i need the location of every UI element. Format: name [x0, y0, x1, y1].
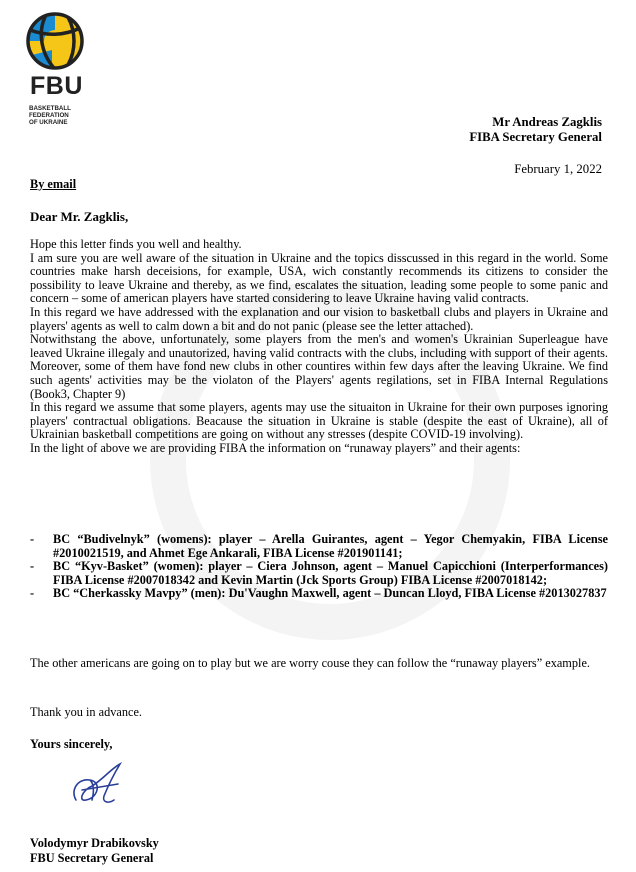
paragraph: In the light of above we are providing FIBA the information on “runaway players” and their agents:	[30, 440, 521, 455]
logo-line: FEDERATION	[29, 112, 69, 119]
by-email-label: By email	[30, 177, 77, 191]
list-dash: -	[30, 586, 35, 601]
thanks-line: Thank you in advance.	[30, 705, 142, 719]
list-item-text: BC “Kyv-Basket” (women): player – Ciera Johnson, agent – Manuel Capicchioni (Interperformances) FIBA License #2007018342 and Kevin Martin (Jck Sports Group) FIBA License #2007018142;	[53, 559, 608, 587]
recipient-title: FIBA Secretary General	[469, 130, 602, 144]
runaway-players-list	[30, 533, 608, 601]
fbu-logo	[24, 10, 94, 126]
paragraph: Notwithstang the above, unfortunately, some players from the men's and women's Ukrainian Superleague have leaved Ukraine illegaly and unautorized, having valid contracts with the clubs, including with support of their agents. Moreover, some of them have fond new clubs in other countires within few days after the leaving Ukraine. We find such agents' activities may be the violaton of the Players' agents regilations, set in FIBA Internal Regulations (Book3, Chapter 9)	[30, 332, 608, 401]
letter-body	[30, 238, 608, 456]
paragraph: In this regard we assume that some players, agents may use the situaiton in Ukraine for their own purposes ignoring players' contractual obligations. Beacause the situation in Ukraine is stable (despite the east of Ukraine), all of Ukrainian basketball competitions are going on without any stresses (despite COVID-19 involving).	[30, 400, 608, 442]
list-item-text: BC “Cherkassky Mavpy” (men): Du'Vaughn Maxwell, agent – Duncan Lloyd, FIBA License #2013027837	[53, 586, 607, 601]
paragraph: Hope this letter finds you well and healthy.	[30, 237, 242, 251]
logo-line: BASKETBALL	[29, 105, 71, 112]
sign-off: Yours sincerely,	[30, 737, 113, 751]
closing-paragraph: The other americans are going on to play but we are worry couse they can follow the “runaway players” example.	[30, 656, 590, 670]
list-item	[30, 587, 608, 601]
recipient-block	[469, 115, 602, 145]
logo-abbreviation: FBU	[30, 72, 83, 100]
signer-title: FBU Secretary General	[30, 851, 154, 865]
paragraph: In this regard we have addressed with the explanation and our vision to basketball clubs and players in Ukraine and players' agents as well to calm down a bit and do not panic (please see the letter attached).	[30, 304, 608, 333]
greeting: Dear Mr. Zagklis,	[30, 209, 129, 224]
paragraph: I am sure you are well aware of the situation in Ukraine and the topics disscussed in this regard in the world. Some countries make harsh deceisions, for example, USA, wich constantly recommends its citizens to consider the possibility to leave Ukraine and thereby, as we find, escalates the situation, leading some people to some panic and concern – some of american players have started considering to leave Ukraine having valid contracts.	[30, 250, 608, 306]
list-dash: -	[30, 532, 35, 546]
handwritten-signature	[68, 760, 128, 810]
basketball-logo-icon	[24, 10, 86, 72]
letter-date: February 1, 2022	[514, 162, 602, 176]
signer-block	[30, 836, 159, 866]
logo-subtitle	[29, 105, 109, 126]
logo-line: OF UKRAINE	[29, 119, 68, 126]
signer-name: Volodymyr Drabikovsky	[30, 836, 159, 850]
recipient-name: Mr Andreas Zagklis	[492, 115, 602, 129]
list-item	[30, 560, 608, 587]
list-dash: -	[30, 559, 35, 574]
list-item	[30, 533, 608, 560]
list-item-text: BC “Budivelnyk” (womens): player – Arella Guirantes, agent – Yegor Chemyakin, FIBA License #2010021519, and Ahmet Ege Ankarali, FIBA License #201901141;	[53, 532, 608, 560]
